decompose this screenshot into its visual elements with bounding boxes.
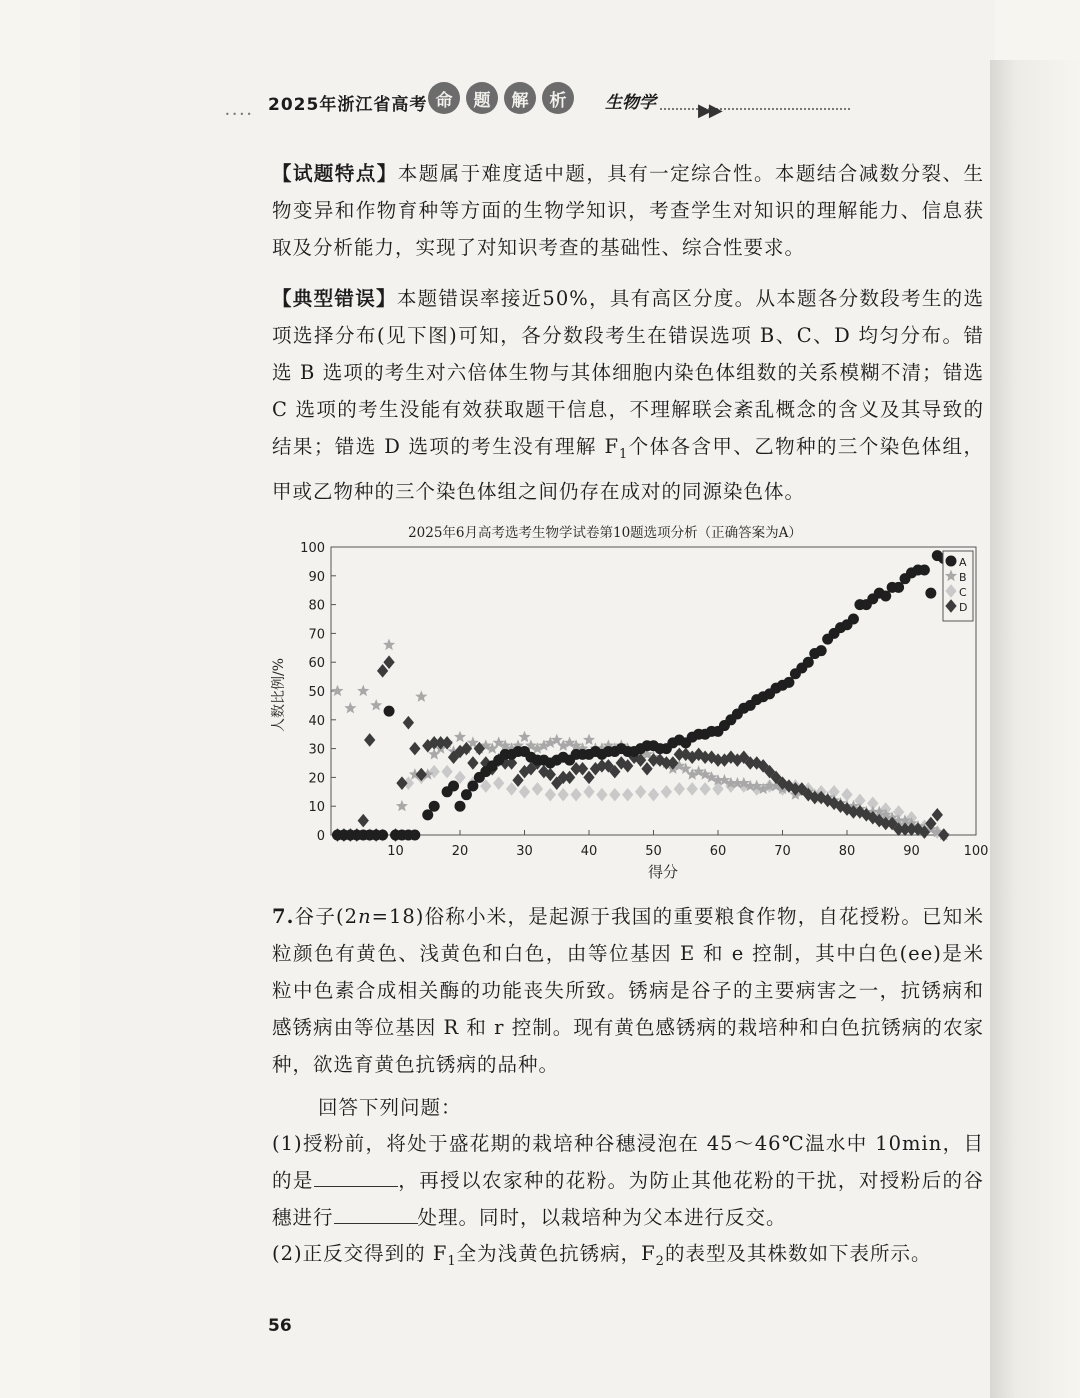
question-text: =18)俗称小米，是起源于我国的重要粮食作物，自花授粉。已知米粒颜色有黄色、浅黄色和白色，由等位基因 E 和 e 控制，其中白色(ee)是米粒中色素合成相关酶的功能丧失所致。锈病是谷子的主要病害之一，抗锈病和感锈病由等位基因 R 和 r 控制。现有黄色感锈病的栽培种和白色抗锈病的农家种，欲选育黄色抗锈病的品种。 [272, 905, 985, 1076]
data-point-A [429, 801, 439, 811]
y-axis-label: 人数比例/% [271, 657, 287, 733]
data-point-C [687, 783, 697, 795]
data-point-A [449, 781, 459, 791]
option-analysis-chart [265, 515, 995, 895]
legend-label-D: D [959, 601, 968, 614]
sub-question-text: 全为浅黄色抗锈病，F [456, 1242, 656, 1265]
sub-question-text: ，再授以农家种的花粉。为防止其他花粉的干扰，对授粉后的谷穗进行 [272, 1169, 984, 1229]
answer-blank[interactable] [314, 1164, 398, 1187]
question-7 [272, 898, 984, 1083]
italic-n: n [358, 905, 372, 928]
data-point-B [584, 735, 594, 744]
x-tick-label: 30 [516, 844, 533, 859]
data-point-A [881, 591, 891, 601]
paragraph-text: 本题属于难度适中题，具有一定综合性。本题结合减数分裂、生物变异和作物育种等方面的生物学知识，考查学生对知识的理解能力、信息获取及分析能力，实现了对知识考查的基础性、综合性要求。 [272, 162, 984, 259]
sub-question-text: (2)正反交得到的 F [272, 1242, 448, 1265]
data-point-C [597, 789, 607, 801]
paragraph-text: 个体各含甲、乙物种的三个染色体组，甲或乙物种的三个染色体组之间仍存在成对的同源染色体。 [272, 435, 984, 503]
page-edge [990, 60, 1080, 1398]
paragraph-text: 本题错误率接近50%，具有高区分度。从本题各分数段考生的选项选择分布(见下图)可知，各分数段考生在错误选项 B、C、D 均匀分布。错选 B 选项的考生对六倍体生物与其体细胞内染色体组数的关系模糊不清；错选 C 选项的考生没能有效获取题干信息，不理解联会紊乱概念的含义及其导致的结果；错选 D 选项的考生没有理解 F [272, 287, 984, 458]
header-arrows-icon: ▶▶ [698, 100, 720, 121]
header-circle: 解 [504, 82, 536, 114]
question-text: 谷子(2 [294, 905, 359, 928]
data-point-D [358, 815, 368, 827]
data-point-B [520, 732, 530, 741]
chart-svg [265, 515, 995, 895]
data-point-B [371, 700, 381, 709]
data-point-D [410, 743, 420, 755]
answer-blank[interactable] [334, 1201, 418, 1224]
header-circle: 析 [542, 82, 574, 114]
data-point-C [520, 786, 530, 798]
x-tick-label: 40 [580, 844, 598, 859]
data-point-D [365, 734, 375, 746]
y-tick-label: 90 [308, 569, 325, 585]
header-circle: 命 [428, 82, 460, 114]
y-tick-label: 10 [308, 800, 325, 816]
y-tick-label: 60 [308, 656, 325, 672]
data-point-B [384, 640, 394, 649]
data-point-B [417, 692, 427, 701]
data-point-C [636, 786, 646, 798]
paragraph-lead: 【典型错误】 [272, 287, 397, 310]
legend-label-A: A [959, 556, 967, 569]
data-point-A [384, 706, 394, 716]
data-point-A [410, 830, 420, 840]
data-point-A [848, 614, 858, 624]
header-subject: 生物学 [605, 93, 656, 113]
data-point-C [494, 777, 504, 789]
x-axis-label: 得分 [647, 863, 679, 881]
data-point-B [333, 686, 343, 695]
question-number: 7. [272, 905, 295, 928]
data-point-C [429, 766, 439, 778]
subscript: 1 [447, 1253, 457, 1269]
answer-prompt: 回答下列问题： [318, 1096, 462, 1119]
data-point-D [403, 717, 413, 729]
data-point-C [584, 786, 594, 798]
sub-question-2 [272, 1235, 984, 1280]
data-point-C [442, 766, 452, 778]
data-point-D [932, 809, 942, 821]
y-tick-label: 100 [300, 541, 325, 556]
paragraph-errors [272, 280, 984, 510]
data-point-B [455, 732, 465, 741]
x-tick-label: 60 [709, 844, 727, 859]
data-point-C [571, 789, 581, 801]
data-point-C [545, 789, 555, 801]
data-point-C [842, 789, 852, 801]
x-tick-label: 20 [451, 844, 469, 859]
header-circles [428, 82, 574, 114]
header-circle: 题 [466, 82, 498, 114]
legend-marker-A [946, 556, 956, 566]
header-dotted-line [660, 108, 850, 110]
data-point-D [584, 771, 594, 783]
y-tick-label: 40 [308, 713, 325, 729]
data-point-D [642, 763, 652, 775]
data-point-C [558, 789, 568, 801]
x-tick-label: 90 [903, 844, 920, 859]
data-point-C [532, 783, 542, 795]
paragraph-lead: 【试题特点】 [272, 162, 398, 185]
header-year: 2025年浙江省高考 [268, 95, 428, 115]
chart-legend [943, 551, 973, 621]
data-point-D [384, 656, 394, 668]
data-point-A [461, 790, 471, 800]
paragraph-features [272, 155, 984, 266]
data-point-C [700, 783, 710, 795]
data-point-D [565, 771, 575, 783]
data-point-B [429, 749, 439, 758]
x-tick-label: 100 [963, 844, 989, 859]
data-point-D [397, 777, 407, 789]
chart-title: 2025年6月高考选考生物学试卷第10题选项分析（正确答案为A） [408, 525, 802, 541]
running-header [160, 82, 760, 122]
data-point-C [623, 789, 633, 801]
sub-question-1 [272, 1125, 984, 1236]
data-point-C [661, 786, 671, 798]
data-point-D [468, 757, 478, 769]
sub-question-text: 的表型及其株数如下表所示。 [664, 1242, 932, 1265]
data-point-C [674, 783, 684, 795]
y-tick-label: 0 [316, 829, 325, 844]
y-tick-label: 80 [308, 598, 325, 614]
y-tick-label: 70 [308, 627, 325, 643]
data-point-C [507, 783, 517, 795]
chart-marks [332, 551, 948, 841]
data-point-B [359, 686, 369, 695]
sub-question-text: 处理。同时，以栽培种为父本进行反交。 [417, 1206, 787, 1229]
legend-label-B: B [959, 571, 967, 584]
y-tick-label: 20 [308, 771, 325, 787]
data-point-C [610, 789, 620, 801]
y-tick-label: 30 [308, 742, 325, 758]
x-tick-label: 80 [838, 844, 856, 859]
data-point-B [346, 703, 356, 712]
x-tick-label: 10 [387, 844, 404, 859]
header-tag: • • • • [225, 110, 252, 119]
data-point-A [468, 781, 478, 791]
data-point-A [455, 801, 465, 811]
data-point-A [378, 830, 388, 840]
data-point-D [578, 763, 588, 775]
data-point-C [649, 789, 659, 801]
data-point-B [397, 801, 407, 810]
data-point-A [816, 646, 826, 656]
sub-question-text: (1)授粉前，将处于盛花期的栽培种谷穗浸泡在 45～46℃温水中 10min，目的是 [272, 1132, 984, 1192]
data-point-A [919, 565, 929, 575]
page-number: 56 [268, 1316, 292, 1336]
data-point-A [423, 810, 433, 820]
x-tick-label: 70 [774, 844, 791, 859]
data-point-A [803, 657, 813, 667]
y-tick-label: 50 [308, 685, 325, 700]
data-point-A [894, 582, 904, 592]
subscript: 2 [655, 1253, 665, 1269]
data-point-D [513, 774, 523, 786]
data-point-A [784, 677, 794, 687]
data-point-A [926, 588, 936, 598]
legend-label-C: C [959, 586, 967, 599]
data-point-D [378, 665, 388, 677]
x-tick-label: 50 [645, 844, 662, 859]
subscript: 1 [618, 446, 629, 462]
